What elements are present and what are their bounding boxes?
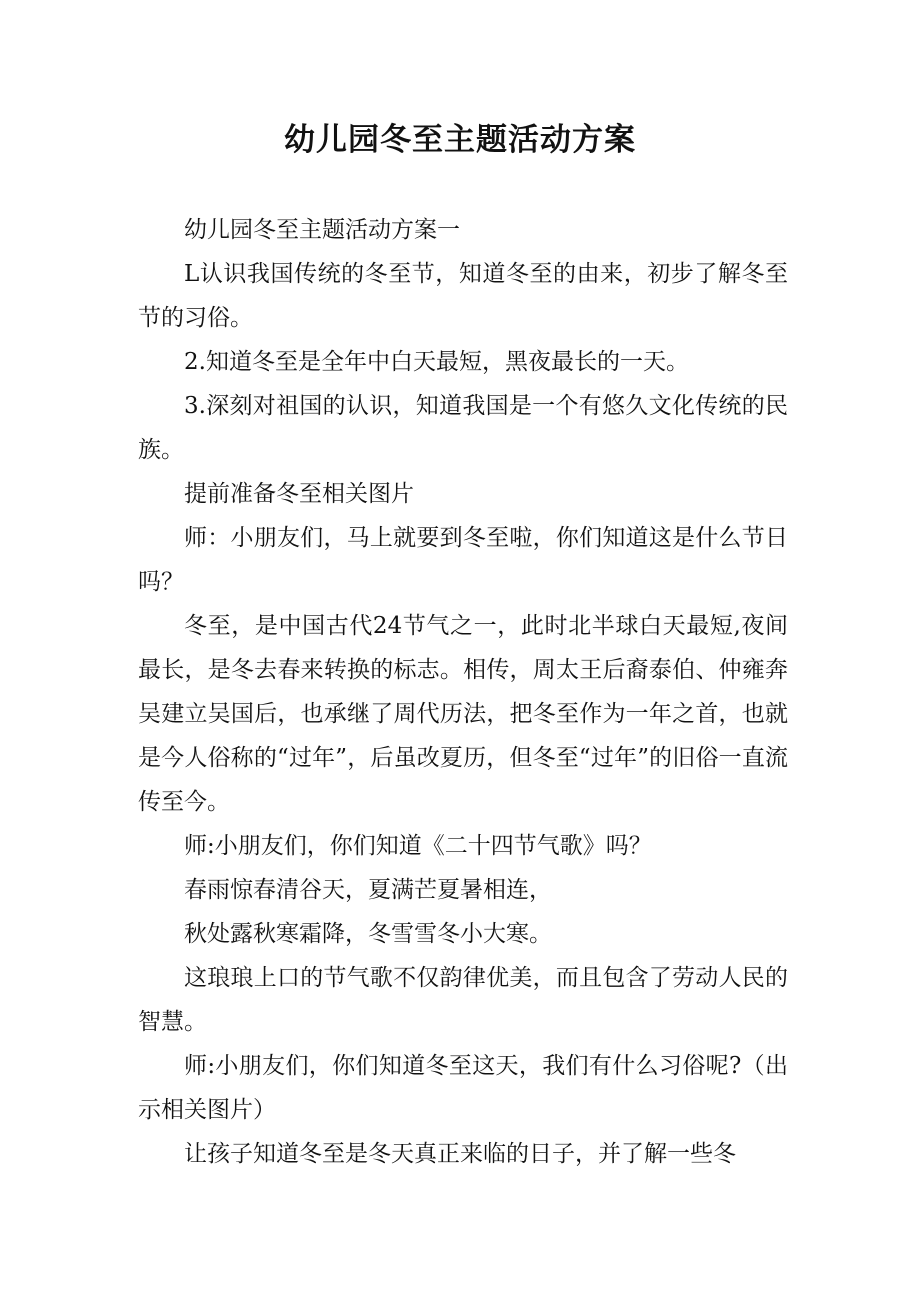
paragraph-goal-3: 3.深刻对祖国的认识，知道我国是一个有悠久文化传统的民族。 bbox=[138, 393, 788, 463]
document-title: 幼儿园冬至主题活动方案 bbox=[284, 122, 636, 158]
paragraph-closing: 让孩子知道冬至是冬天真正来临的日子，并了解一些冬 bbox=[184, 1141, 736, 1167]
paragraph-teacher-question-2: 师:小朋友们，你们知道《二十四节气歌》吗？ bbox=[184, 833, 652, 859]
paragraph-poem-line-1: 春雨惊春清谷天，夏满芒夏暑相连， bbox=[184, 877, 552, 903]
paragraph-goal-1: L认识我国传统的冬至节，知道冬至的由来，初步了解冬至节的习俗。 bbox=[138, 261, 788, 331]
paragraph-preparation: 提前准备冬至相关图片 bbox=[184, 481, 414, 507]
paragraph-poem-comment: 这琅琅上口的节气歌不仅韵律优美，而且包含了劳动人民的智慧。 bbox=[138, 965, 788, 1035]
paragraph-teacher-question-3: 师:小朋友们，你们知道冬至这天，我们有什么习俗呢?（出示相关图片） bbox=[138, 1053, 788, 1123]
paragraph-goal-2: 2.知道冬至是全年中白天最短，黑夜最长的一天。 bbox=[184, 349, 689, 375]
paragraph-teacher-question-1: 师：小朋友们，马上就要到冬至啦，你们知道这是什么节日吗？ bbox=[138, 525, 788, 595]
document-body bbox=[138, 208, 788, 1176]
paragraph-winter-solstice-intro: 冬至，是中国古代24节气之一，此时北半球白天最短,夜间最长，是冬去春来转换的标志。相传，周太王后裔泰伯、仲雍奔吴建立吴国后，也承继了周代历法，把冬至作为一年之首，也就是今人俗称的“过年”，后虽改夏历，但冬至“过年”的旧俗一直流传至今。 bbox=[138, 613, 788, 815]
paragraph-poem-line-2: 秋处露秋寒霜降，冬雪雪冬小大寒。 bbox=[184, 921, 552, 947]
paragraph-section-heading: 幼儿园冬至主题活动方案一 bbox=[184, 217, 460, 243]
